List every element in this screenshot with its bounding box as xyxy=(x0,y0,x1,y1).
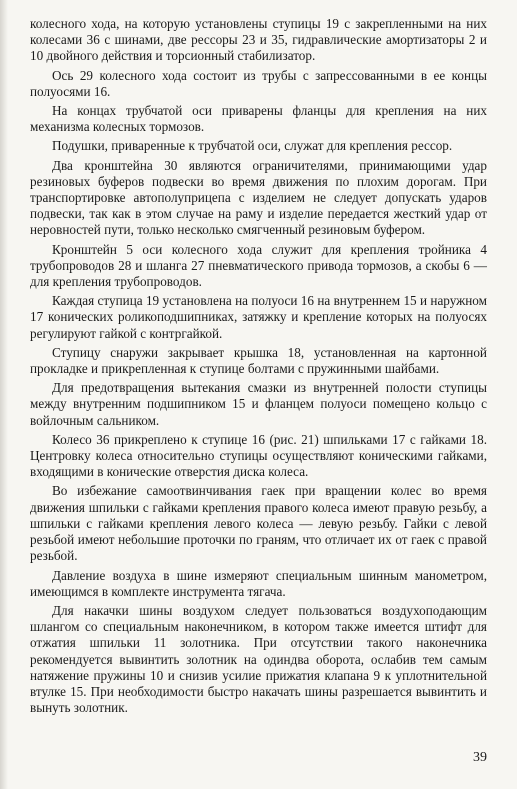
paragraph: Колесо 36 прикреплено к ступице 16 (рис. 21) шпильками 17 с гайками 18. Центровку колеса относительно ступицы осуществляют коническими гайками, входящими в конические отверстия диска колеса. xyxy=(30,431,487,480)
page-number: 39 xyxy=(473,750,487,765)
paragraph: Давление воздуха в шине измеряют специальным шинным манометром, имеющимся в комплекте инструмента тягача. xyxy=(30,567,487,599)
page-edge-shadow xyxy=(0,0,8,789)
paragraph: Два кронштейна 30 являются ограничителями, принимающими удар резиновых буферов подвески во время движения по плохим дорогам. При транспортировке автополуприцепа с изделием не следует допускать ударов подвески, так как в этом случае на раму и изделие передается жесткий удар от неровностей пути, только несколько смягченный резиновым буфером. xyxy=(30,157,487,238)
body-text xyxy=(30,16,487,716)
paragraph: Каждая ступица 19 установлена на полуоси 16 на внутреннем 15 и наружном 17 конических роликоподшипниках, затяжку и крепление которых на полуосях регулируют гайкой с контргайкой. xyxy=(30,293,487,341)
paragraph: Подушки, приваренные к трубчатой оси, служат для крепления рессор. xyxy=(52,138,453,154)
paragraph: Во избежание самоотвинчивания гаек при вращении колес во время движения шпильки с гайками крепления правого колеса имеют правую резьбу, а шпильки с гайками крепления левого колеса — левую резьбу. Гайки с левой резьбой имеют небольшие проточки по граням, что отличает их от гаек с правой резьбой. xyxy=(30,483,487,564)
paragraph: колесного хода, на которую установлены ступицы 19 с закрепленными на них колесами 36 с шинами, две рессоры 23 и 35, гидравлические амортизаторы 2 и 10 двойного действия и торсионный стабилизатор. xyxy=(30,16,487,64)
paragraph: Для накачки шины воздухом следует пользоваться воздухоподающим шлангом со специальным наконечником, в котором также имеется штифт для отжатия шпильки 11 золотника. При отсутствии такого наконечника рекомендуется вывинтить золотник на одиндва оборота, ослабив тем самым натяжение пружины 10 и снизив усилие прижатия клапана 9 к уплотнительной втулке 15. При необходимости быстро накачать шины разрешается вывинтить и вынуть золотник. xyxy=(30,602,487,716)
paragraph: На концах трубчатой оси приварены фланцы для крепления на них механизма колесных тормозов. xyxy=(30,103,487,135)
paragraph: Ступицу снаружи закрывает крышка 18, установленная на картонной прокладке и прикрепленная к ступице болтами с пружинными шайбами. xyxy=(30,344,487,377)
paragraph: Ось 29 колесного хода состоит из трубы с запрессованными в ее концы полуосями 16. xyxy=(30,67,487,99)
paragraph: Кронштейн 5 оси колесного хода служит для крепления тройника 4 трубопроводов 28 и шланга 27 пневматического привода тормозов, а скобы 6 — для крепления трубопроводов. xyxy=(30,241,487,290)
paragraph: Для предотвращения вытекания смазки из внутренней полости ступицы между внутренним подшипником 15 и фланцем полуоси помещено кольцо с войлочным сальником. xyxy=(30,380,487,428)
